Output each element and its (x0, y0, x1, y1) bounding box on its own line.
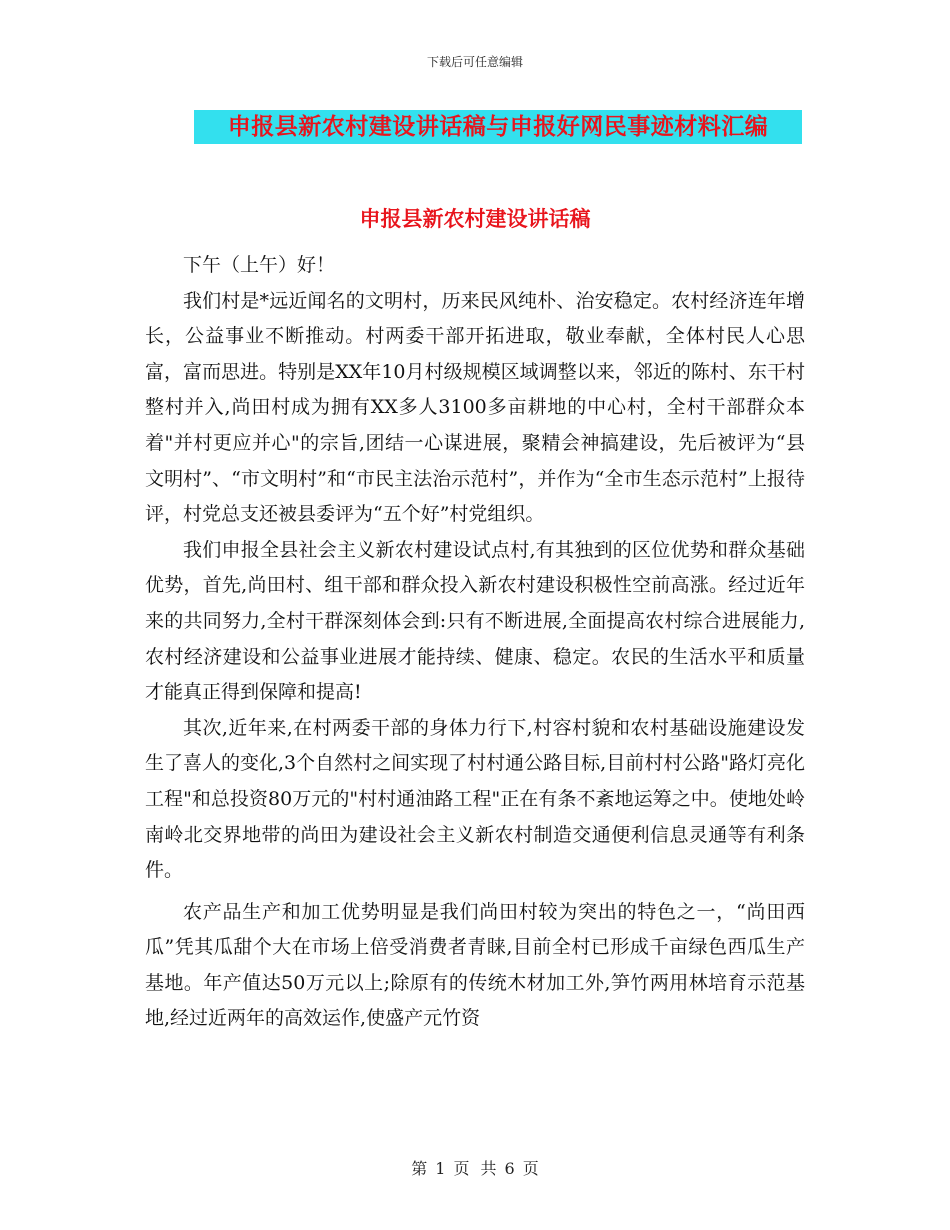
paragraph: 其次,近年来,在村两委干部的身体力行下,村容村貌和农村基础设施建设发生了喜人的变化,3个自然村之间实现了村村通公路目标,目前村村公路"路灯亮化工程"和总投资80万元的"村村通油路工程"正在有条不紊地运筹之中。使地处岭南岭北交界地带的尚田为建设社会主义新农村制造交通便利信息灵通等有利条件。 (145, 716, 805, 882)
document-body (145, 248, 805, 1037)
paragraph: 我们村是*远近闻名的文明村，历来民风纯朴、治安稳定。农村经济连年增长，公益事业不断推动。村两委干部开拓进取，敬业奉献，全体村民人心思富，富而思进。特别是XX年10月村级规模区域调整以来，邻近的陈村、东干村整村并入,尚田村成为拥有XX多人3100多亩耕地的中心村，全村干部群众本着"并村更应并心"的宗旨,团结一心谋进展，聚精会神搞建设，先后被评为“县文明村”、“市文明村”和“市民主法治示范村”，并作为“全市生态示范村”上报待评，村党总支还被县委评为“五个好”村党组织。 (145, 289, 805, 526)
paragraph-greeting: 下午（上午）好！ (183, 254, 336, 276)
main-title-highlight (194, 110, 802, 144)
main-title: 申报县新农村建设讲话稿与申报好网民事迹材料汇编 (227, 113, 769, 140)
page-total: 6 (504, 1159, 515, 1178)
header-note: 下载后可任意编辑 (426, 55, 523, 69)
paragraph: 我们申报全县社会主义新农村建设试点村,有其独到的区位优势和群众基础优势，首先,尚田村、组干部和群众投入新农村建设积极性空前高涨。经过近年来的共同努力,全村干群深刻体会到:只有不断进展,全面提高农村综合进展能力,农村经济建设和公益事业进展才能持续、健康、稳定。农民的生活水平和质量才能真正得到保障和提高! (145, 538, 805, 704)
page-number: 1 (435, 1159, 446, 1178)
paragraph: 农产品生产和加工优势明显是我们尚田村较为突出的特色之一，“尚田西瓜”凭其瓜甜个大在市场上倍受消费者青睐,目前全村已形成千亩绿色西瓜生产基地。年产值达50万元以上;除原有的传统木材加工外,笋竹两用林培育示范基地,经过近两年的高效运作,使盛产元竹资 (145, 900, 805, 1030)
page-footer (0, 1156, 950, 1179)
footer-prefix: 第 (411, 1159, 428, 1178)
footer-middle: 页 共 (453, 1159, 497, 1178)
footer-suffix: 页 (522, 1159, 539, 1178)
section-title: 申报县新农村建设讲话稿 (359, 206, 591, 231)
